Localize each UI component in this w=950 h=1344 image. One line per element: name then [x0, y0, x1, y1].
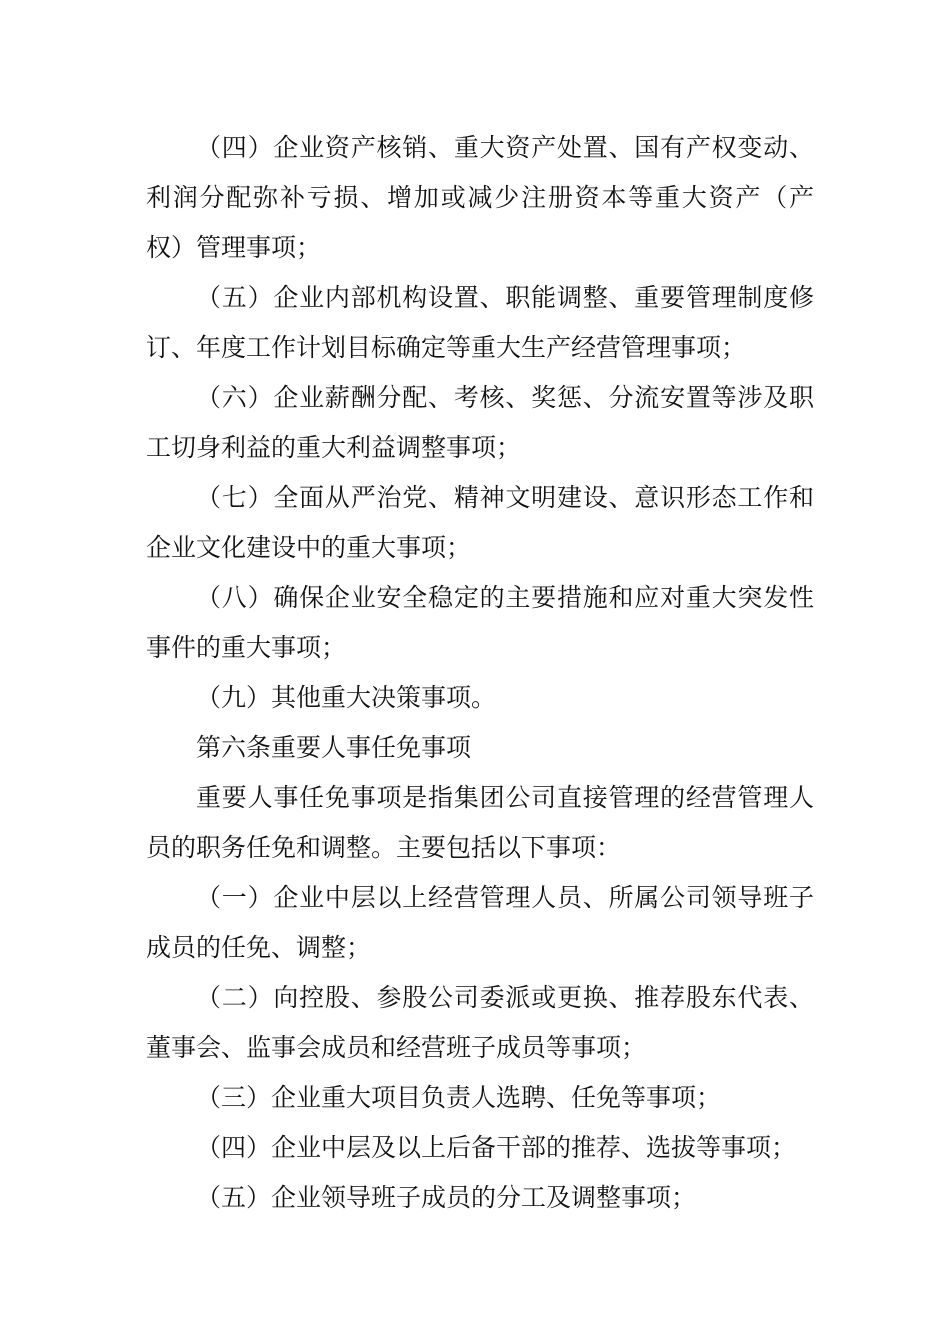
text-line: （三）企业重大项目负责人选聘、任免等事项； [196, 1083, 722, 1112]
text-line: （四）企业资产核销、重大资产处置、国有产权变动、 [196, 133, 814, 162]
text-line: （一）企业中层以上经营管理人员、所属公司领导班子 [196, 883, 814, 912]
text-line: （六）企业薪酬分配、考核、奖惩、分流安置等涉及职 [196, 383, 814, 412]
text-line: （九）其他重大决策事项。 [196, 683, 497, 712]
text-line: 员的职务任免和调整。主要包括以下事项： [146, 833, 622, 862]
text-line: （五）企业内部机构设置、职能调整、重要管理制度修 [196, 283, 814, 312]
text-line: 企业文化建设中的重大事项； [146, 533, 472, 562]
text-line: （七）全面从严治党、精神文明建设、意识形态工作和 [196, 483, 814, 512]
text-line: 利润分配弥补亏损、增加或减少注册资本等重大资产（产 [146, 183, 814, 212]
text-line: 成员的任免、调整； [146, 933, 372, 962]
text-line: （二）向控股、参股公司委派或更换、推荐股东代表、 [196, 983, 814, 1012]
text-line: 重要人事任免事项是指集团公司直接管理的经营管理人 [196, 783, 814, 812]
text-line: 权）管理事项； [146, 233, 322, 262]
text-line: 事件的重大事项； [146, 633, 347, 662]
section-heading: 第六条重要人事任免事项 [196, 733, 472, 762]
text-line: （五）企业领导班子成员的分工及调整事项； [196, 1183, 697, 1212]
text-line: （四）企业中层及以上后备干部的推荐、选拔等事项； [196, 1133, 797, 1162]
text-line: 董事会、监事会成员和经营班子成员等事项； [146, 1033, 647, 1062]
text-line: （八）确保企业安全稳定的主要措施和应对重大突发性 [196, 583, 814, 612]
text-line: 订、年度工作计划目标确定等重大生产经营管理事项； [146, 333, 747, 362]
text-line: 工切身利益的重大利益调整事项； [146, 433, 522, 462]
